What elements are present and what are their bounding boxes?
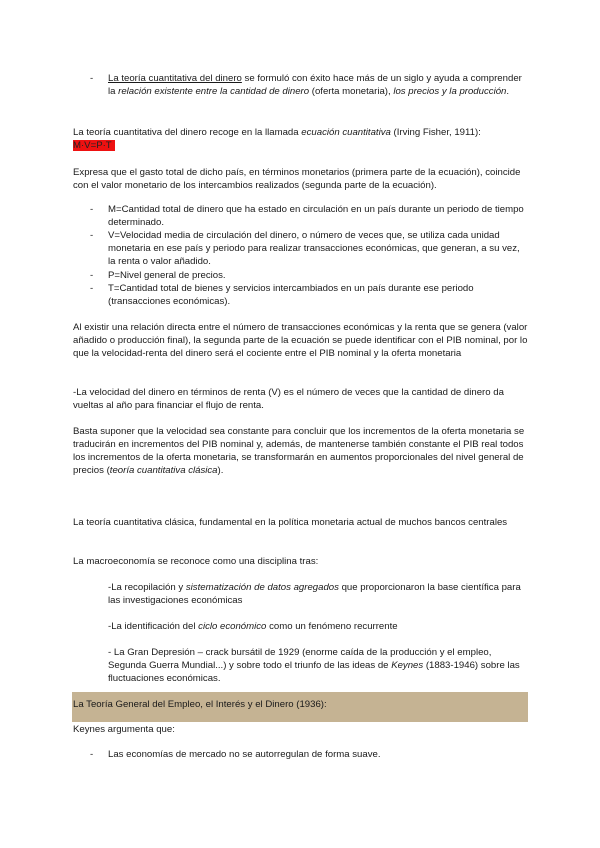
intro-emphasis-2: los precios y la producción bbox=[393, 86, 507, 97]
section-heading: La Teoría General del Empleo, el Interés y el Dinero (1936): bbox=[73, 699, 327, 710]
suppose-text-1: Basta suponer que la velocidad sea constante para concluir que los incrementos de la oferta monetaria se traducirán en incrementos del PIB nominal y, además, de mantenerse también constante el PIB real todos los incrementos de la oferta monetaria, se transformarán en aumentos proporcionales del nivel general de precios ( bbox=[73, 426, 525, 476]
keynes-bullet-text: Las economías de mercado no se autorregulan de forma suave. bbox=[108, 749, 381, 760]
bullet-marker: - bbox=[90, 204, 94, 215]
macro-item-2-text-1: -La identificación del bbox=[108, 621, 199, 632]
intro-text-1: se formuló con éxito hace más de un siglo y ayuda a comprender la bbox=[108, 73, 522, 97]
keynes-paragraph: Keynes argumenta que: bbox=[73, 724, 175, 735]
macro-paragraph: La macroeconomía se reconoce como una disciplina tras: bbox=[73, 556, 319, 567]
intro-emphasis-1: relación existente entre la cantidad de dinero bbox=[118, 86, 310, 97]
bullet-marker: - bbox=[90, 73, 94, 84]
macro-item-3-text-1: - La Gran Depresión – crack bursátil de 1929 (enorme caída de la producción y el empleo, Segunda Guerra Mundial...) y sobre todo el triunfo de las ideas de bbox=[108, 647, 492, 671]
relation-paragraph: Al existir una relación directa entre el número de transacciones económicas y la renta que se genera (valor añadido o producción final), la segunda parte de la ecuación se puede identificar con el PIB nominal, por lo que la velocidad-renta del dinero será el cociente entre el PIB nominal y la oferta monetaria bbox=[73, 322, 528, 359]
macro-item-2-text-2: como un fenómeno recurrente bbox=[266, 621, 398, 632]
macro-item-data bbox=[108, 581, 528, 607]
definition-v: V=Velocidad media de circulación del dinero, o número de veces que, se utiliza cada unidad monetaria en ese país y periodo para realizar transacciones económicas, que generan, a su vez, la renta o valor añadido. bbox=[108, 230, 520, 267]
definition-t: T=Cantidad total de bienes y servicios intercambiados en un país durante ese periodo (transacciones económicas). bbox=[108, 283, 474, 307]
suppose-paragraph bbox=[73, 425, 529, 477]
macro-item-2-emphasis: ciclo económico bbox=[198, 621, 267, 632]
macro-item-1-text-2: que proporcionaron la base científica para las investigaciones económicas bbox=[108, 582, 521, 606]
equation-text-1: La teoría cuantitativa del dinero recoge en la llamada bbox=[73, 127, 302, 138]
classic-theory-emphasis: teoría cuantitativa clásica bbox=[109, 465, 218, 476]
macro-item-cycle bbox=[108, 620, 528, 633]
macro-item-1-text-1: -La recopilación y bbox=[108, 582, 186, 593]
equation-paragraph bbox=[73, 126, 529, 152]
equation-text-2: (Irving Fisher, 1911): bbox=[390, 127, 481, 138]
intro-text-3: . bbox=[506, 86, 510, 97]
definition-p: P=Nivel general de precios. bbox=[108, 270, 226, 281]
bullet-marker: - bbox=[90, 283, 94, 294]
macro-item-depression bbox=[108, 646, 528, 685]
classic-paragraph: La teoría cuantitativa clásica, fundamental en la política monetaria actual de muchos bancos centrales bbox=[73, 517, 508, 528]
macro-item-3-text-2: (1883-1946) sobre las fluctuaciones económicas. bbox=[108, 660, 520, 684]
intro-bullet-text bbox=[108, 72, 528, 98]
bullet-marker: - bbox=[90, 230, 94, 241]
theory-link-text: La teoría cuantitativa del dinero bbox=[108, 73, 242, 84]
equation-formula: M·V=P·T bbox=[73, 140, 115, 151]
definition-m: M=Cantidad total de dinero que ha estado en circulación en un país durante un periodo de tiempo determinado. bbox=[108, 204, 524, 228]
suppose-text-2: ). bbox=[217, 465, 224, 476]
bullet-marker: - bbox=[90, 270, 94, 281]
velocity-paragraph: -La velocidad del dinero en términos de renta (V) es el número de veces que la cantidad de dinero da vueltas al año para financiar el flujo de renta. bbox=[73, 387, 504, 411]
equation-name: ecuación cuantitativa bbox=[301, 127, 391, 138]
macro-item-1-emphasis: sistematización de datos agregados bbox=[185, 582, 339, 593]
macro-item-3-emphasis: Keynes bbox=[391, 660, 424, 671]
intro-text-2: (oferta monetaria), bbox=[309, 86, 394, 97]
expresa-paragraph: Expresa que el gasto total de dicho país, en términos monetarios (primera parte de la ecuación), coincide con el valor monetario de los intercambios realizados (segunda parte de la ecuación). bbox=[73, 167, 521, 191]
bullet-marker: - bbox=[90, 749, 94, 760]
